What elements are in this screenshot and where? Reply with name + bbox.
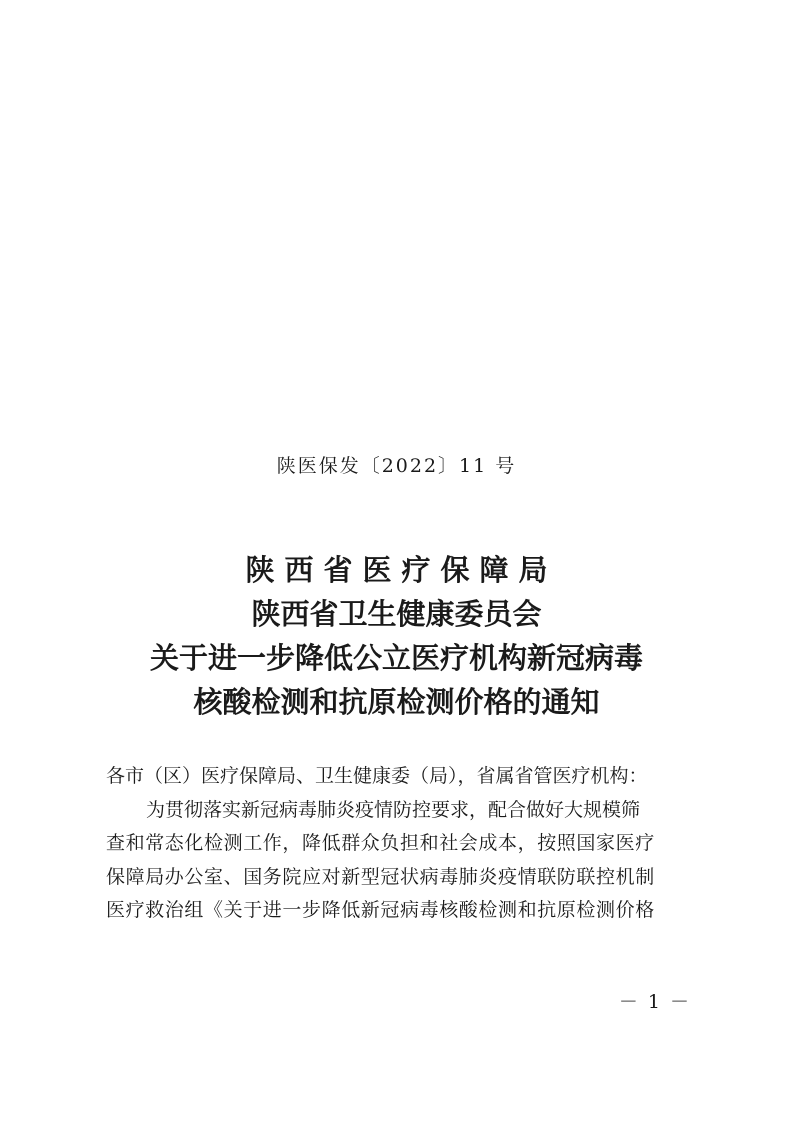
- body-line: 医疗救治组《关于进一步降低新冠病毒核酸检测和抗原检测价格: [106, 899, 655, 921]
- title-line-issuer-2: 陕西省卫生健康委员会: [251, 597, 542, 631]
- title-line-issuer-1: 陕西省医疗保障局: [245, 553, 558, 587]
- body-line: 查和常态化检测工作，降低群众负担和社会成本，按照国家医疗: [106, 832, 655, 854]
- salutation: 各市（区）医疗保障局、卫生健康委（局），省属省管医疗机构：: [106, 765, 648, 787]
- document-number: 陕医保发〔2022〕11 号: [276, 455, 517, 477]
- title-line-subject-2: 核酸检测和抗原检测价格的通知: [193, 685, 600, 719]
- document-body: [106, 760, 690, 928]
- title-line-subject-1: 关于进一步降低公立医疗机构新冠病毒: [149, 641, 643, 675]
- page-number: － 1 －: [618, 991, 691, 1013]
- body-line: 保障局办公室、国务院应对新型冠状病毒肺炎疫情联防联控机制: [106, 865, 655, 888]
- body-line: 为贯彻落实新冠病毒肺炎疫情防控要求，配合做好大规模筛: [146, 798, 641, 821]
- document-title: [60, 548, 733, 724]
